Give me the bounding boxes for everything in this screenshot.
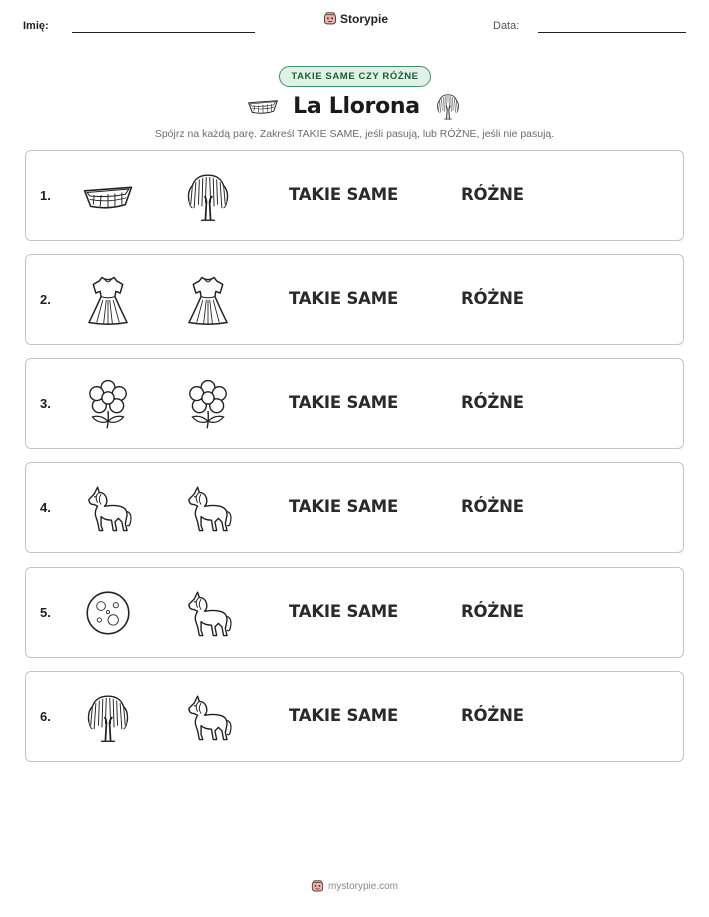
same-option[interactable]: TAKIE SAME xyxy=(289,289,399,308)
question-number: 2. xyxy=(40,292,51,307)
question-row-2 xyxy=(25,254,684,345)
horse-icon xyxy=(182,586,234,640)
page-title: La Llorona xyxy=(293,93,420,119)
different-option[interactable]: RÓŻNE xyxy=(461,706,524,725)
instructions: Spójrz na każdą parę. Zakreśl TAKIE SAME, jeśli pasują, lub RÓŻNE, jeśli nie pasują. xyxy=(154,128,555,140)
footer-url[interactable]: mystorypie.com xyxy=(327,881,398,892)
question-number: 4. xyxy=(40,500,51,515)
different-option[interactable]: RÓŻNE xyxy=(461,602,524,621)
willow-tree-icon xyxy=(182,169,234,223)
different-option[interactable]: RÓŻNE xyxy=(461,497,524,516)
question-number: 6. xyxy=(40,709,51,724)
willow-tree-icon xyxy=(82,690,134,744)
flower-icon xyxy=(82,377,134,431)
question-row-4 xyxy=(25,462,684,553)
question-row-3 xyxy=(25,358,684,449)
question-row-6 xyxy=(25,671,684,762)
same-option[interactable]: TAKIE SAME xyxy=(289,497,399,516)
same-option[interactable]: TAKIE SAME xyxy=(289,393,399,412)
worksheet-badge: TAKIE SAME CZY RÓŻNE xyxy=(279,66,431,87)
willow-tree-icon xyxy=(434,92,462,120)
date-line[interactable] xyxy=(538,32,686,33)
different-option[interactable]: RÓŻNE xyxy=(461,393,524,412)
date-label: Data: xyxy=(493,20,520,32)
question-number: 3. xyxy=(40,396,51,411)
different-option[interactable]: RÓŻNE xyxy=(461,289,524,308)
question-number: 5. xyxy=(40,605,51,620)
brand-name: Storypie xyxy=(340,12,389,26)
horse-icon xyxy=(182,481,234,535)
title-row xyxy=(0,92,709,120)
name-label: Imię: xyxy=(23,20,49,32)
storypie-icon xyxy=(323,12,337,26)
name-line[interactable] xyxy=(72,32,255,33)
moon-icon xyxy=(82,586,134,640)
boat-icon xyxy=(82,169,134,223)
question-number: 1. xyxy=(40,188,51,203)
footer xyxy=(0,880,709,893)
flower-icon xyxy=(182,377,234,431)
same-option[interactable]: TAKIE SAME xyxy=(289,185,399,204)
same-option[interactable]: TAKIE SAME xyxy=(289,602,399,621)
same-option[interactable]: TAKIE SAME xyxy=(289,706,399,725)
question-row-1 xyxy=(25,150,684,241)
brand-logo xyxy=(323,12,388,26)
dress-icon xyxy=(182,273,234,327)
horse-icon xyxy=(82,481,134,535)
storypie-icon xyxy=(311,880,324,893)
different-option[interactable]: RÓŻNE xyxy=(461,185,524,204)
boat-icon xyxy=(247,95,279,117)
question-row-5 xyxy=(25,567,684,658)
dress-icon xyxy=(82,273,134,327)
horse-icon xyxy=(182,690,234,744)
